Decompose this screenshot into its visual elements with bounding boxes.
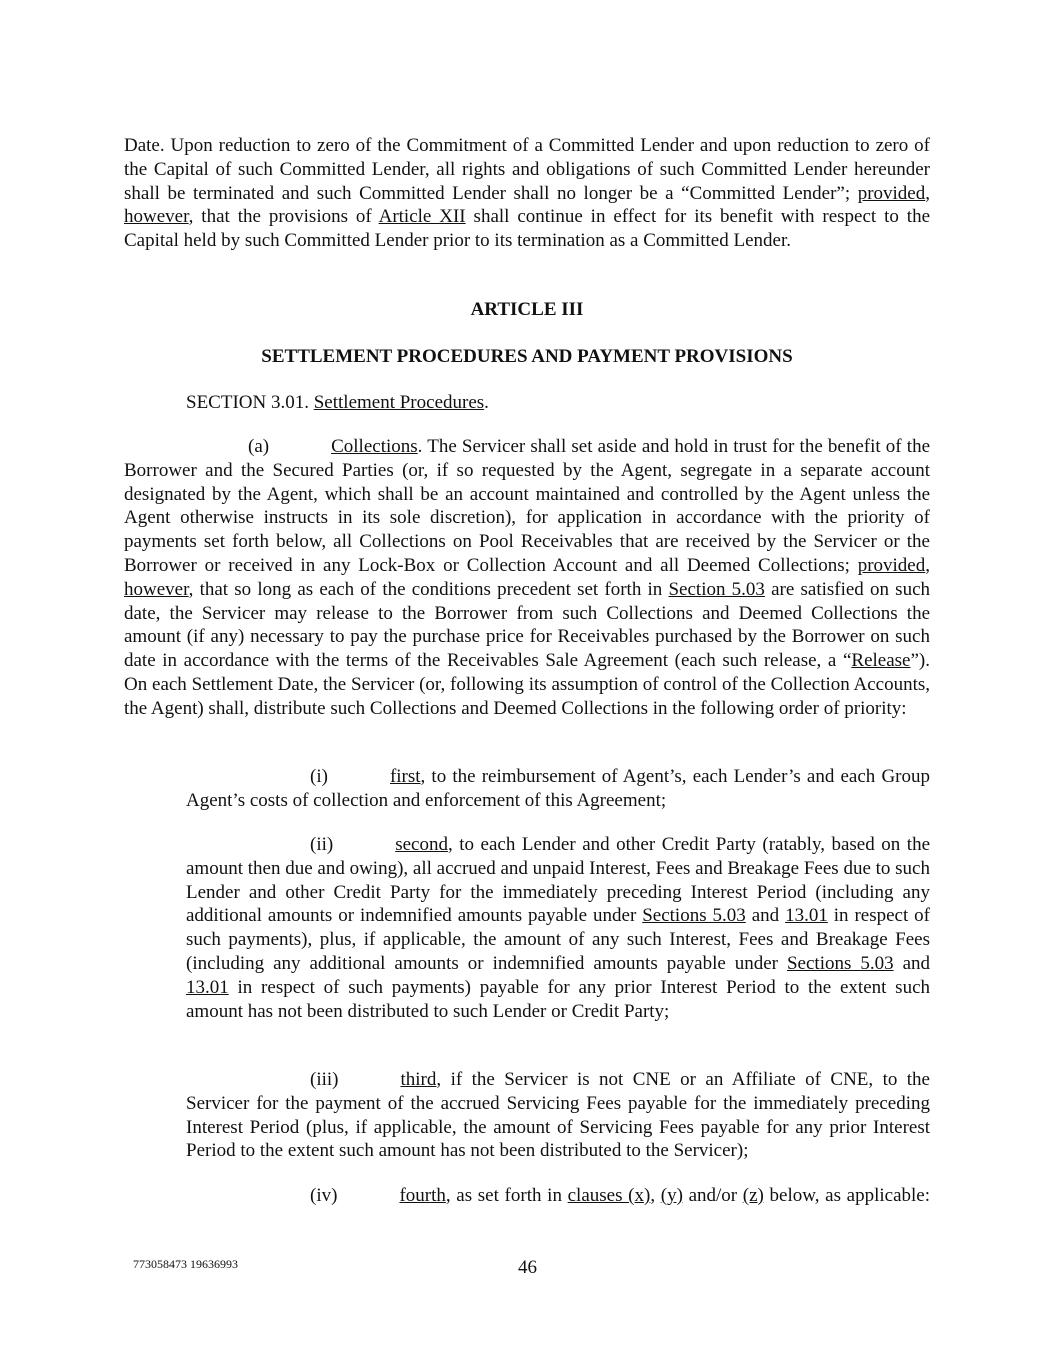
intro-paragraph bbox=[124, 134, 930, 253]
item-ii-and-2: and bbox=[893, 952, 930, 974]
second-term: second bbox=[395, 834, 448, 855]
section-label: SECTION 3.01. bbox=[186, 392, 314, 413]
provided-term: provided bbox=[857, 182, 926, 204]
sections-5-03-reference: Sections 5.03 bbox=[642, 905, 746, 927]
third-term: third bbox=[400, 1069, 437, 1090]
section-13-01-reference: 13.01 bbox=[785, 905, 828, 927]
item-iii bbox=[186, 1068, 930, 1163]
section-13-01-reference: 13.01 bbox=[186, 976, 229, 998]
collections-heading: Collections bbox=[331, 436, 418, 457]
paragraph-a-text-4: ”). On each Settlement Date, the Servicer (or, following its assumption of control of the Collection Accounts, the Agent) shall, distribute such Collections and Deemed Collections in the following order of priority: bbox=[124, 650, 930, 719]
first-term: first bbox=[389, 766, 421, 787]
item-iii-number: (iii) bbox=[310, 1069, 339, 1090]
section-5-03-reference: Section 5.03 bbox=[668, 578, 765, 600]
intro-text-2: , that the provisions of bbox=[188, 206, 379, 228]
section-period: . bbox=[484, 392, 489, 413]
sections-5-03-reference: Sections 5.03 bbox=[786, 952, 894, 974]
intro-text: Date. Upon reduction to zero of the Commitment of a Committed Lender and upon reduction to zero of the Capital of such Committed Lender, all rights and obligations of such Committed Lender hereunder shall be terminated and such Committed Lender shall no longer be a “Committed Lender”; bbox=[124, 135, 930, 204]
item-ii-and: and bbox=[745, 905, 786, 927]
item-i-text: , to the reimbursement of Agent’s, each Lender’s and each Group Agent’s costs of collection and enforcement of this Agreement; bbox=[186, 766, 930, 811]
paragraph-a-text: . The Servicer shall set aside and hold in trust for the benefit of the Borrower and the Secured Parties (or, if so requested by the Agent, segregate in a separate account designated by the Agent, which shall be an account maintained and controlled by the Agent unless the Agent otherwise instructs in its sole discretion), for application in accordance with the priority of payments set forth below, all Collections on Pool Receivables that are received by the Servicer or the Borrower or received in any Lock-Box or Collection Account and all Deemed Collections; bbox=[124, 436, 930, 576]
item-ii-text-3: in respect of such payments) payable for any prior Interest Period to the extent such amount has not been distributed to such Lender or Credit Party; bbox=[186, 976, 930, 1022]
intro-text-3: shall continue in effect for its benefit with respect to the Capital held by such Committed Lender prior to its termination as a Committed Lender. bbox=[124, 206, 931, 252]
item-iv-number: (iv) bbox=[310, 1185, 338, 1206]
clause-z-reference: (z) bbox=[742, 1185, 764, 1206]
item-i bbox=[186, 765, 930, 813]
item-iv bbox=[186, 1184, 930, 1208]
item-i-number: (i) bbox=[310, 766, 328, 787]
paragraph-a bbox=[124, 435, 930, 721]
item-iv-text-2: below, as applicable: bbox=[763, 1185, 931, 1206]
item-ii bbox=[186, 833, 930, 1023]
article-xii-reference: Article XII bbox=[378, 206, 466, 228]
article-title: SETTLEMENT PROCEDURES AND PAYMENT PROVISIONS bbox=[261, 346, 793, 367]
paragraph-a-comma: , bbox=[925, 554, 930, 576]
section-title: Settlement Procedures bbox=[313, 392, 485, 413]
clause-x-reference: clauses (x) bbox=[567, 1185, 651, 1206]
item-ii-number: (ii) bbox=[310, 834, 334, 855]
item-ii-text: , to each Lender and other Credit Party (ratably, based on the amount then due and owing), all accrued and unpaid Interest, Fees and Breakage Fees due to such Lender and other Credit Party for the immediately preceding Interest Period (including any additional amounts or indemnified amounts payable under bbox=[186, 834, 930, 927]
document-id: 773058473 19636993 bbox=[133, 1257, 238, 1271]
provided-term: provided bbox=[857, 554, 926, 576]
paragraph-a-number: (a) bbox=[248, 436, 270, 457]
however-term: however bbox=[124, 578, 189, 600]
paragraph-a-text-2: , that so long as each of the conditions precedent set forth in bbox=[188, 578, 669, 600]
intro-comma: , bbox=[925, 182, 930, 204]
section-heading bbox=[186, 391, 930, 415]
fourth-term: fourth bbox=[399, 1185, 446, 1206]
item-ii-text-2: in respect of such payments), plus, if applicable, the amount of any such Interest, Fees and Breakage Fees (including any additional amounts or indemnified amounts payable under bbox=[186, 905, 931, 974]
item-iv-andor: and/or bbox=[682, 1185, 743, 1206]
item-iii-text: , if the Servicer is not CNE or an Affiliate of CNE, to the Servicer for the payment of the accrued Servicing Fees payable for the immediately preceding Interest Period (plus, if applicable, the amount of Servicing Fees payable for any prior Interest Period to the extent such amount has not been distributed to the Servicer); bbox=[186, 1069, 930, 1162]
however-term: however bbox=[124, 206, 189, 228]
item-iv-text: , as set forth in bbox=[445, 1185, 568, 1206]
item-iv-comma: , bbox=[650, 1185, 661, 1206]
article-number: ARTICLE III bbox=[470, 299, 584, 320]
release-term: Release bbox=[851, 650, 911, 672]
paragraph-a-text-3: are satisfied on such date, the Servicer may release to the Borrower from such Collections and Deemed Collections the amount (if any) necessary to pay the purchase price for Receivables purchased by the Borrower on such date in accordance with the terms of the Receivables Sale Agreement (each such release, a “ bbox=[124, 578, 931, 672]
clause-y-reference: (y) bbox=[660, 1185, 683, 1206]
page-number: 46 bbox=[518, 1257, 537, 1278]
